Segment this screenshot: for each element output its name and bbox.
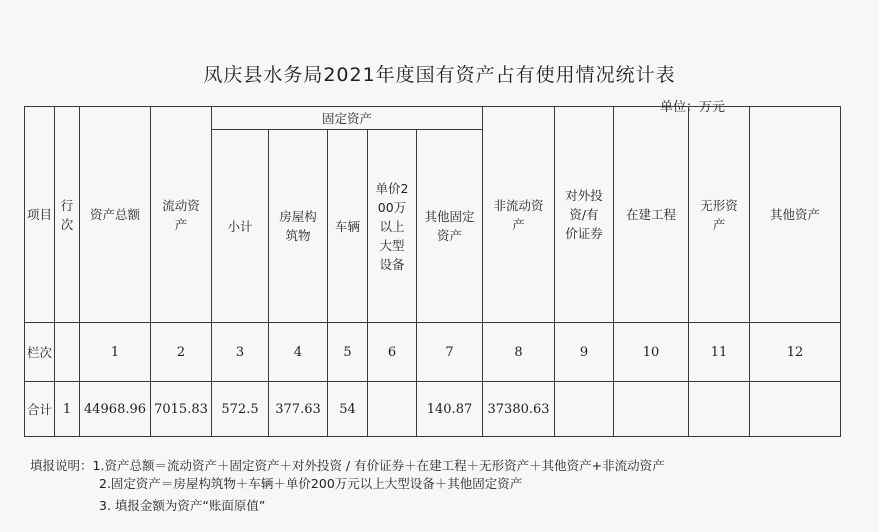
header-construction: 在建工程 xyxy=(614,107,689,323)
total-row-cell-5: 54 xyxy=(328,382,368,437)
total-row-cell-9 xyxy=(555,382,614,437)
total-row-cell-10 xyxy=(614,382,689,437)
header-intangible-assets: 无形资产 xyxy=(689,107,750,323)
header-large-equipment: 单价200万以上大型设备 xyxy=(368,130,417,323)
header-fixed-assets: 固定资产 xyxy=(212,107,483,130)
total-row-cell-1: 44968.96 xyxy=(80,382,151,437)
index-row-cell-12: 12 xyxy=(750,323,841,382)
index-row-cell-9: 9 xyxy=(555,323,614,382)
note-1 xyxy=(30,457,665,475)
index-row-cell-1: 1 xyxy=(80,323,151,382)
index-row-cell-2: 2 xyxy=(151,323,212,382)
total-row-cell-12 xyxy=(750,382,841,437)
index-row-cell-5: 5 xyxy=(328,323,368,382)
total-row-cell-4: 377.63 xyxy=(269,382,328,437)
note-2: 2.固定资产＝房屋构筑物＋车辆＋单价200万元以上大型设备＋其他固定资产 xyxy=(99,476,523,491)
header-buildings: 房屋构筑物 xyxy=(269,130,328,323)
total-row-cell-7: 140.87 xyxy=(417,382,483,437)
header-total-assets: 资产总额 xyxy=(80,107,151,323)
unit-label: 单位：万元 xyxy=(660,100,726,115)
asset-statistics-table xyxy=(24,106,841,437)
fill-instructions xyxy=(30,457,665,515)
index-row-cell-8: 8 xyxy=(483,323,555,382)
index-row-cell-0 xyxy=(55,323,80,382)
index-row-cell-6: 6 xyxy=(368,323,417,382)
header-subtotal: 小计 xyxy=(212,130,269,323)
total-row-cell-6 xyxy=(368,382,417,437)
index-row-cell-4: 4 xyxy=(269,323,328,382)
total-row-cell-2: 7015.83 xyxy=(151,382,212,437)
header-vehicles: 车辆 xyxy=(328,130,368,323)
index-row-cell-11: 11 xyxy=(689,323,750,382)
index-row-cell-10: 10 xyxy=(614,323,689,382)
note-1-text: 1.资产总额＝流动资产＋固定资产＋对外投资 / 有价证券＋在建工程＋无形资产＋其他资产+非流动资产 xyxy=(92,458,665,473)
total-row-cell-0: 1 xyxy=(55,382,80,437)
header-current-assets: 流动资产 xyxy=(151,107,212,323)
index-row-cell-3: 3 xyxy=(212,323,269,382)
total-row-label: 合计 xyxy=(25,382,55,437)
index-row-label: 栏次 xyxy=(25,323,55,382)
total-row-cell-11 xyxy=(689,382,750,437)
page-title: 凤庆县水务局2021年度国有资产占有使用情况统计表 xyxy=(203,64,676,86)
notes-prefix: 填报说明： xyxy=(30,458,93,473)
index-row-cell-7: 7 xyxy=(417,323,483,382)
header-row-no: 行次 xyxy=(55,107,80,323)
header-item: 项目 xyxy=(25,107,55,323)
total-row-cell-3: 572.5 xyxy=(212,382,269,437)
header-other-assets: 其他资产 xyxy=(750,107,841,323)
total-row-cell-8: 37380.63 xyxy=(483,382,555,437)
header-other-fixed-assets: 其他固定资产 xyxy=(417,130,483,323)
header-non-current-assets: 非流动资产 xyxy=(483,107,555,323)
header-investments: 对外投资/有价证券 xyxy=(555,107,614,323)
note-3: 3. 填报金额为资产“账面原值” xyxy=(99,498,266,513)
